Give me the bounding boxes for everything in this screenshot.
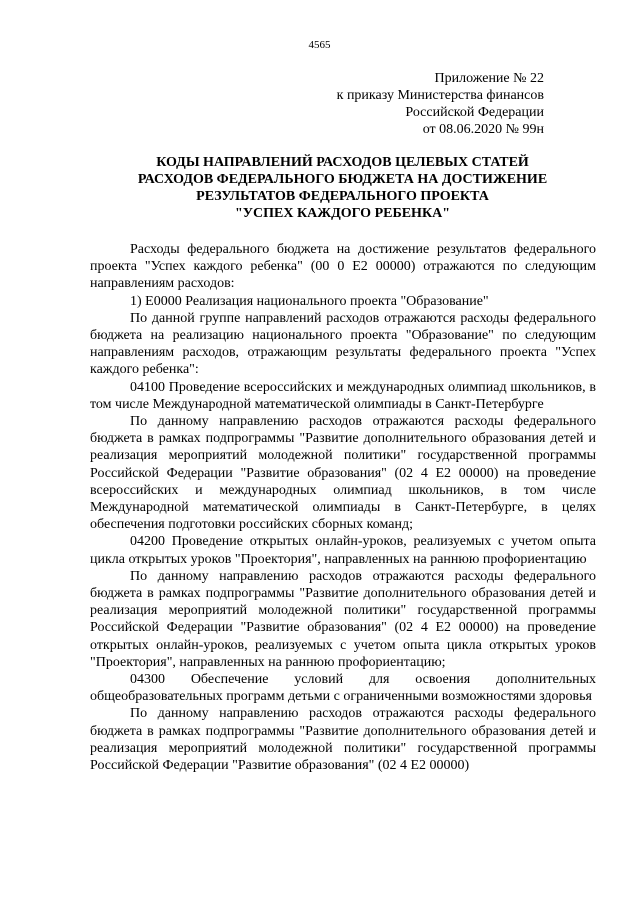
appendix-line: Приложение № 22 — [434, 71, 544, 86]
expense-code-heading: 04100 Проведение всероссийских и международных олимпиад школьников, в том числе Международной математической олимпиады в Санкт-Петербурге — [90, 379, 596, 412]
expense-code-heading: 04300 Обеспечение условий для освоения дополнительных общеобразовательных программ детьми с ограниченными возможностями здоровья — [90, 672, 596, 705]
title-line: РЕЗУЛЬТАТОВ ФЕДЕРАЛЬНОГО ПРОЕКТА — [196, 189, 489, 204]
body-paragraph: По данной группе направлений расходов отражаются расходы федерального бюджета на реализацию национального проекта "Образование" по следующим направлениям расходов, отражающим результаты федерального проекта "Успех каждого ребенка": — [90, 310, 596, 378]
title-line: "УСПЕХ КАЖДОГО РЕБЕНКА" — [235, 206, 450, 221]
intro-paragraph: Расходы федерального бюджета на достижение результатов федерального проекта "Успех каждого ребенка" (00 0 E2 00000) отражаются по следующим направлениям расходов: — [90, 242, 596, 292]
appendix-line: от 08.06.2020 № 99н — [422, 122, 544, 137]
appendix-reference — [337, 70, 544, 138]
appendix-line: Российской Федерации — [405, 105, 544, 120]
document-body — [90, 241, 596, 774]
appendix-line: к приказу Министерства финансов — [336, 88, 544, 103]
document-title — [90, 154, 595, 222]
title-line: РАСХОДОВ ФЕДЕРАЛЬНОГО БЮДЖЕТА НА ДОСТИЖЕНИЕ — [137, 172, 548, 187]
body-paragraph: По данному направлению расходов отражаются расходы федерального бюджета в рамках подпрограммы "Развитие дополнительного образования детей и реализация мероприятий молодежной политики" государственной программы Российской Федерации "Развитие образования" (02 4 E2 00000) на проведение всероссийских и международных олимпиад школьников, в том числе Международной математической олимпиады в Санкт-Петербурге, в целях обеспечения подготовки российских сборных команд; — [90, 414, 596, 533]
title-line: КОДЫ НАПРАВЛЕНИЙ РАСХОДОВ ЦЕЛЕВЫХ СТАТЕЙ — [156, 155, 529, 170]
body-paragraph: По данному направлению расходов отражаются расходы федерального бюджета в рамках подпрограммы "Развитие дополнительного образования детей и реализация мероприятий молодежной политики" государственной программы Российской Федерации "Развитие образования" (02 4 E2 00000) — [90, 706, 596, 774]
page-number: 4565 — [308, 39, 331, 51]
body-paragraph: По данному направлению расходов отражаются расходы федерального бюджета в рамках подпрограммы "Развитие дополнительного образования детей и реализация мероприятий молодежной политики" государственной программы Российской Федерации "Развитие образования" (02 4 E2 00000) на проведение открытых онлайн-уроков, реализуемых с учетом опыта цикла открытых уроков "Проектория", направленных на раннюю профориентацию; — [90, 568, 596, 670]
expense-code-heading: 04200 Проведение открытых онлайн-уроков, реализуемых с учетом опыта цикла открытых уроков "Проектория", направленных на раннюю профориентацию — [90, 534, 596, 567]
section-heading: 1) E0000 Реализация национального проекта "Образование" — [130, 293, 489, 309]
